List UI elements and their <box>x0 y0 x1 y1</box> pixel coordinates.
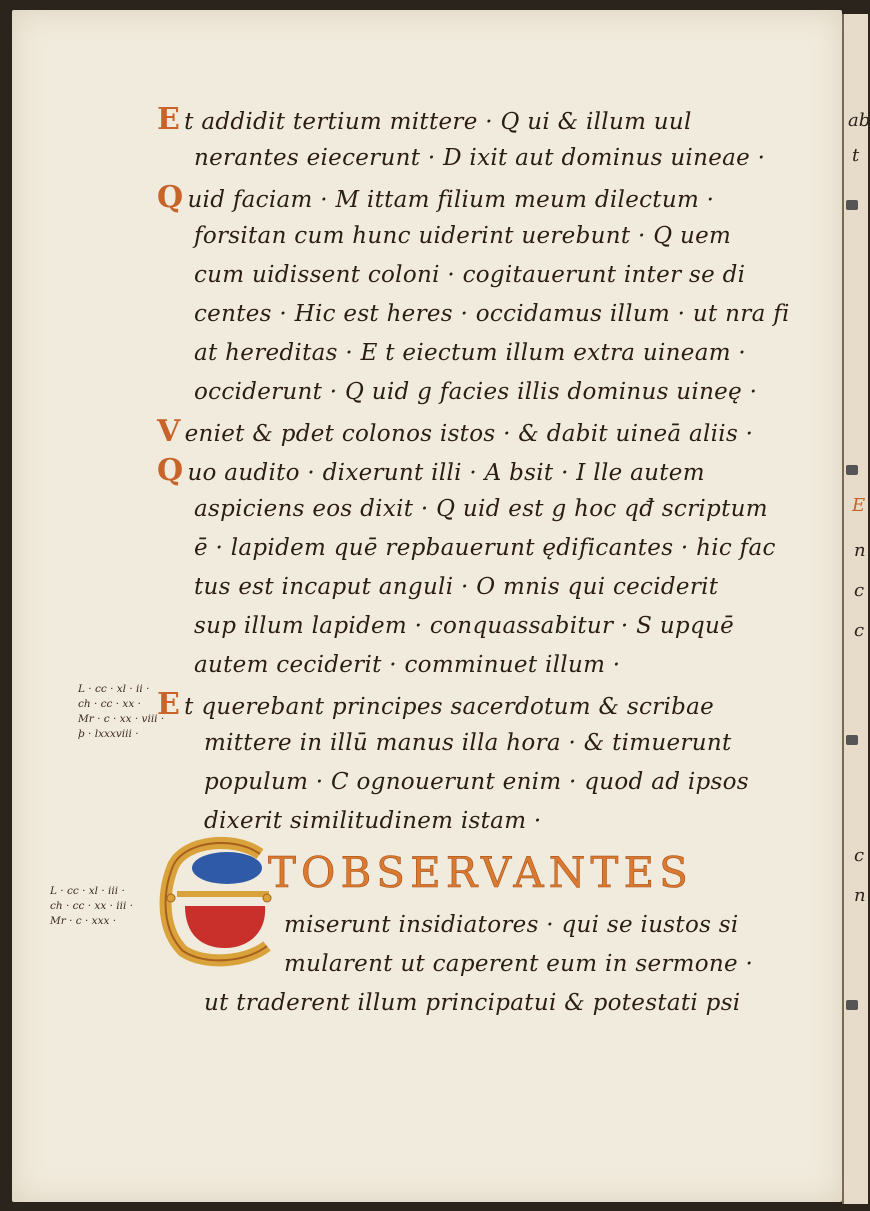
margin-note-canon-2 <box>50 884 133 929</box>
main-text-column <box>157 100 797 841</box>
rubricated-capital: E <box>157 102 181 137</box>
line-text: aspiciens eos dixit · Q uid est g hoc qđ scriptum <box>194 496 768 522</box>
binding-hole <box>846 465 858 475</box>
text-line <box>157 451 797 490</box>
margin-note-line: L · cc · xl · ii · <box>78 683 150 695</box>
line-text: sup illum lapidem · conquassabitur · S upquē <box>194 613 734 639</box>
margin-note-line: ch · cc · xx · <box>78 698 141 710</box>
margin-note-canon-1 <box>78 682 164 742</box>
line-text: centes · Hic est heres · occidamus illum · ut nra fi <box>194 301 790 327</box>
line-text: forsitan cum hunc uiderint uerebunt · Q uem <box>194 223 732 249</box>
edge-fragment: c <box>854 620 865 641</box>
margin-note-line: þ · lxxxviii · <box>78 728 139 740</box>
rubricated-capital: V <box>157 414 181 449</box>
text-line: ut traderent illum principatui & potestati psi <box>204 990 741 1016</box>
edge-fragment: c <box>854 845 865 866</box>
text-line <box>157 217 797 256</box>
rubricated-capital: Q <box>157 180 184 215</box>
text-line <box>157 685 797 724</box>
text-line <box>157 100 797 139</box>
text-line <box>157 139 797 178</box>
text-line <box>157 490 797 529</box>
line-text: eniet & pdet colonos istos · & dabit uineā aliis · <box>184 421 754 447</box>
margin-note-line: L · cc · xl · iii · <box>50 885 125 897</box>
line-text: t querebant principes sacerdotum & scribae <box>184 694 715 720</box>
edge-fragment: t <box>852 145 860 166</box>
decorated-initial-e <box>155 836 277 966</box>
line-text: uo audito · dixerunt illi · A bsit · I lle autem <box>187 460 705 486</box>
line-text: ē · lapidem quē repbauerunt ędificantes · hic fac <box>194 535 776 561</box>
line-text: cum uidissent coloni · cogitauerunt inter se di <box>194 262 746 288</box>
line-text: t addidit tertium mittere · Q ui & illum uul <box>184 109 692 135</box>
text-line: mularent ut caperent eum in sermone · <box>284 951 754 977</box>
edge-fragment: ab <box>848 110 870 131</box>
line-text: dixerit similitudinem istam · <box>204 808 542 834</box>
margin-note-line: Mr · c · xx · viii · <box>78 713 165 725</box>
line-text: populum · C ognouerunt enim · quod ad ipsos <box>204 769 749 795</box>
text-line <box>157 724 797 763</box>
margin-note-line: Mr · c · xxx · <box>50 915 117 927</box>
text-line <box>157 568 797 607</box>
text-line <box>157 412 797 451</box>
rubricated-capital: Q <box>157 453 184 488</box>
text-line <box>157 763 797 802</box>
text-line <box>157 373 797 412</box>
line-text: autem ceciderit · comminuet illum · <box>194 652 621 678</box>
line-text: uid faciam · M ittam filium meum dilectum · <box>187 187 715 213</box>
final-text-line <box>204 984 804 1023</box>
text-line <box>157 529 797 568</box>
text-line <box>157 256 797 295</box>
section-heading: TOBSERVANTES <box>268 848 693 897</box>
text-line <box>157 607 797 646</box>
line-text: mittere in illū manus illa hora · & timuerunt <box>204 730 732 756</box>
line-text: at hereditas · E t eiectum illum extra uineam · <box>194 340 747 366</box>
text-line: miserunt insidiatores · qui se iustos si <box>284 912 739 938</box>
text-line <box>157 178 797 217</box>
line-text: occiderunt · Q uid g facies illis dominus uineę · <box>194 379 758 405</box>
text-line <box>157 295 797 334</box>
post-heading-text <box>284 906 804 984</box>
binding-hole <box>846 200 858 210</box>
margin-note-line: ch · cc · xx · iii · <box>50 900 134 912</box>
edge-fragment: c <box>854 580 865 601</box>
facing-page-edge <box>842 14 868 1204</box>
text-line <box>157 646 797 685</box>
binding-hole <box>846 735 858 745</box>
rubricated-capital: E <box>157 687 181 722</box>
edge-fragment: n <box>854 885 866 906</box>
binding-hole <box>846 1000 858 1010</box>
line-text: tus est incaput anguli · O mnis qui ceciderit <box>194 574 719 600</box>
line-text: nerantes eiecerunt · D ixit aut dominus uineae · <box>194 145 766 171</box>
edge-fragment: n <box>854 540 866 561</box>
edge-fragment: E <box>852 495 866 516</box>
text-line <box>157 334 797 373</box>
